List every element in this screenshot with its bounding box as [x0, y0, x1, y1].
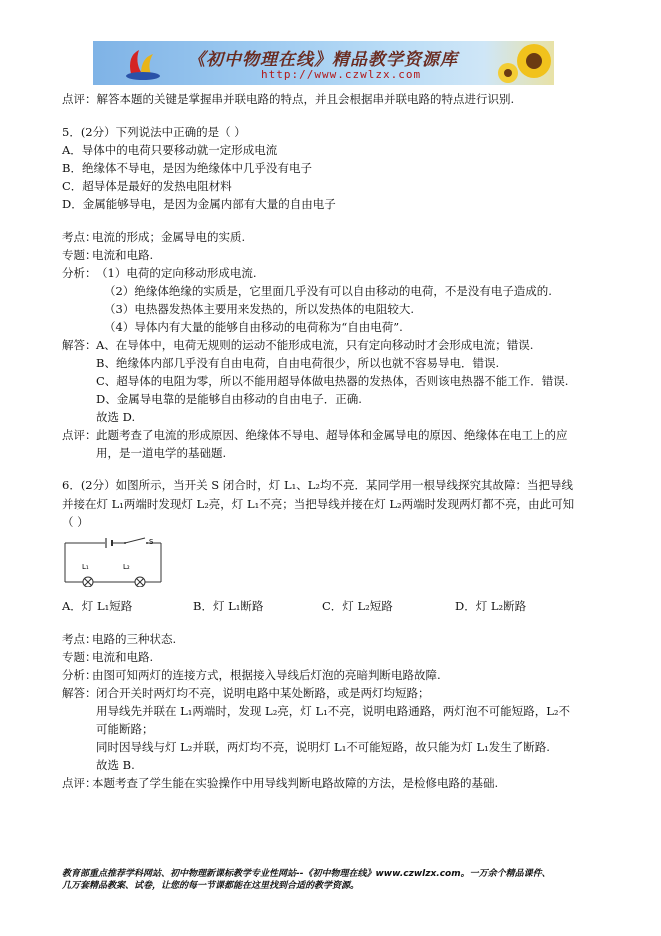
q6-fenxi — [62, 668, 441, 682]
lamp-l2-label: L₂ — [123, 562, 130, 571]
q5-fenxi-line-2: （2）绝缘体绝缘的实质是，它里面几乎没有可以自由移动的电荷，不是没有电子造成的. — [104, 284, 552, 298]
q5-zhuanti-text: 电流和电路. — [92, 248, 154, 262]
q6-jieda-line-1: 闭合开关时两灯均不亮，说明电路中某处断路，或是两灯均短路； — [96, 686, 430, 700]
q5-option-b: B．绝缘体不导电，是因为绝缘体中几乎没有电子 — [62, 161, 312, 175]
site-logo-icon — [123, 44, 163, 82]
q5-fenxi-line-1: （1）电荷的定向移动形成电流. — [96, 266, 257, 280]
q5-fenxi-line-4: （4）导体内有大量的能够自由移动的电荷称为“自由电荷”. — [104, 320, 403, 334]
q5-option-d: D．金属能够导电，是因为金属内部有大量的自由电子 — [62, 197, 336, 211]
q5-zhuanti-label: 专题： — [62, 248, 97, 262]
q5-jieda-line-1: A、在导体中，电荷无规则的运动不能形成电流，只有定向移动时才会形成电流；错误. — [96, 338, 534, 352]
footer-line-2: 几万套精品教案、试卷，让您的每一节课都能在这里找到合适的教学资源。 — [62, 881, 360, 891]
q5-jieda-line-4: D、金属导电靠的是能够自由移动的自由电子．正确. — [96, 392, 362, 406]
q6-fenxi-text: 由图可知两灯的连接方式，根据接入导线后灯泡的亮暗判断电路故障. — [92, 668, 441, 682]
lamp-l1-icon — [83, 577, 93, 587]
q6-fenxi-label: 分析： — [62, 668, 97, 682]
prev-dianping-label: 点评： — [62, 92, 97, 106]
q6-stem-line-1: 6．(2分）如图所示，当开关 S 闭合时，灯 L₁、L₂均不亮．某同学用一根导线探究其故障：当把导线 — [62, 478, 573, 492]
switch-icon — [124, 538, 148, 544]
q6-jieda-line-5: 故选 B. — [96, 758, 135, 772]
q5-dianping-line-2: 用，是一道电学的基础题. — [96, 446, 227, 460]
q5-stem: 5．(2分）下列说法中正确的是（ ） — [62, 125, 246, 139]
q6-option-b: B．灯 L₁断路 — [193, 599, 264, 613]
banner-url[interactable]: http://www.czwlzx.com — [261, 68, 422, 81]
footer-line-1: 教育部重点推荐学科网站、初中物理新课标教学专业性网站--《初中物理在线》www.czwlzx.com。一万余个精品课件、 — [62, 869, 551, 879]
q6-stem-line-3: （ ） — [62, 515, 89, 529]
q6-kaodian-label: 考点： — [62, 632, 97, 646]
q6-dianping-text: 本题考查了学生能在实验操作中用导线判断电路故障的方法，是检修电路的基础. — [92, 776, 499, 790]
q6-kaodian — [62, 632, 176, 646]
q5-option-a: A．导体中的电荷只要移动就一定形成电流 — [62, 143, 278, 157]
prev-dianping — [62, 92, 514, 106]
q6-option-d: D．灯 L₂断路 — [455, 599, 527, 613]
q5-fenxi-line-3: （3）电热器发热体主要用来发热的，所以发热体的电阻较大. — [104, 302, 414, 316]
q5-jieda-label: 解答： — [62, 338, 97, 352]
q5-kaodian — [62, 230, 245, 244]
banner-title: 《初中物理在线》精品教学资源库 — [188, 50, 458, 70]
q6-option-c: C．灯 L₂短路 — [322, 599, 393, 613]
battery-icon — [106, 538, 112, 548]
switch-label: S — [149, 537, 154, 546]
q6-zhuanti-label: 专题： — [62, 650, 97, 664]
circuit-diagram — [63, 537, 163, 587]
q5-dianping-label: 点评： — [62, 428, 97, 442]
q5-jieda-line-5: 故选 D. — [96, 410, 136, 424]
q5-kaodian-label: 考点： — [62, 230, 97, 244]
q6-dianping-label: 点评： — [62, 776, 97, 790]
lamp-l1-label: L₁ — [82, 562, 89, 571]
q6-stem-line-2: 并接在灯 L₁两端时发现灯 L₂亮，灯 L₁不亮；当把导线并接在灯 L₂两端时发现两灯都不亮，由此可知 — [62, 497, 575, 511]
q6-jieda-line-4: 同时因导线与灯 L₂并联，两灯均不亮，说明灯 L₁不可能短路，故只能为灯 L₁发生了断路. — [96, 740, 550, 754]
q5-fenxi-label: 分析： — [62, 266, 97, 280]
q6-zhuanti — [62, 650, 153, 664]
q5-kaodian-text: 电流的形成；金属导电的实质. — [92, 230, 246, 244]
q6-zhuanti-text: 电流和电路. — [92, 650, 154, 664]
q5-dianping-line-1: 此题考查了电流的形成原因、绝缘体不导电、超导体和金属导电的原因、绝缘体在电工上的应 — [96, 428, 568, 442]
q5-option-c: C．超导体是最好的发热电阻材料 — [62, 179, 232, 193]
q6-jieda-line-3: 可能断路； — [96, 722, 154, 736]
q5-jieda-line-2: B、绝缘体内部几乎没有自由电荷，自由电荷很少，所以也就不容易导电．错误. — [96, 356, 500, 370]
q6-jieda-label: 解答： — [62, 686, 97, 700]
page-footer — [62, 868, 551, 892]
sunflower-icon — [494, 41, 554, 85]
header-banner — [93, 41, 554, 85]
q6-option-a: A．灯 L₁短路 — [62, 599, 133, 613]
q6-dianping — [62, 776, 498, 790]
q5-jieda-line-3: C、超导体的电阻为零，所以不能用超导体做电热器的发热体，否则该电热器不能工作．错误. — [96, 374, 569, 388]
prev-dianping-text: 解答本题的关键是掌握串并联电路的特点，并且会根据串并联电路的特点进行识别. — [96, 92, 515, 106]
lamp-l2-icon — [135, 577, 145, 587]
q6-kaodian-text: 电路的三种状态. — [92, 632, 177, 646]
q5-zhuanti — [62, 248, 153, 262]
q6-jieda-line-2: 用导线先并联在 L₁两端时，发现 L₂亮，灯 L₁不亮，说明电路通路，两灯泡不可能短路，L₂不 — [96, 704, 570, 718]
